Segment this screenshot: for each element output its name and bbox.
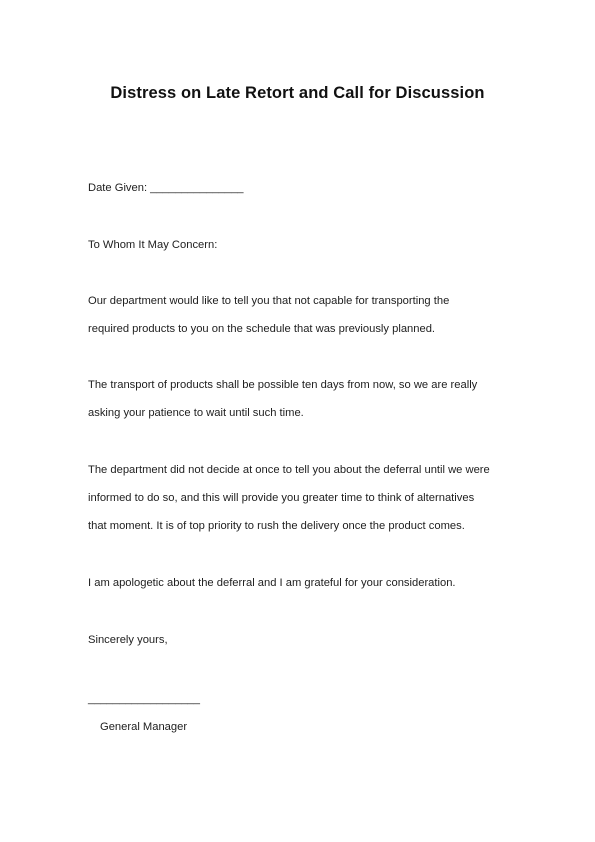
paragraph-3-line-2: informed to do so, and this will provide you greater time to think of alternatives bbox=[88, 492, 475, 504]
signer-title: General Manager bbox=[100, 721, 188, 733]
document-title: Distress on Late Retort and Call for Discussion bbox=[110, 84, 485, 102]
salutation: To Whom It May Concern: bbox=[88, 239, 218, 251]
signature-line: __________________ bbox=[88, 693, 200, 705]
paragraph-3-line-1: The department did not decide at once to tell you about the deferral until we were bbox=[88, 464, 490, 476]
paragraph-3-line-3: that moment. It is of top priority to rush the delivery once the product comes. bbox=[88, 520, 465, 532]
paragraph-2-line-1: The transport of products shall be possible ten days from now, so we are really bbox=[88, 379, 478, 391]
closing: Sincerely yours, bbox=[88, 634, 168, 646]
paragraph-2-line-2: asking your patience to wait until such time. bbox=[88, 407, 304, 419]
date-given-line: Date Given: _______________ bbox=[88, 182, 244, 194]
paragraph-1-line-1: Our department would like to tell you that not capable for transporting the bbox=[88, 295, 450, 307]
paragraph-4-line-1: I am apologetic about the deferral and I am grateful for your consideration. bbox=[88, 577, 456, 589]
paragraph-1-line-2: required products to you on the schedule that was previously planned. bbox=[88, 323, 436, 335]
